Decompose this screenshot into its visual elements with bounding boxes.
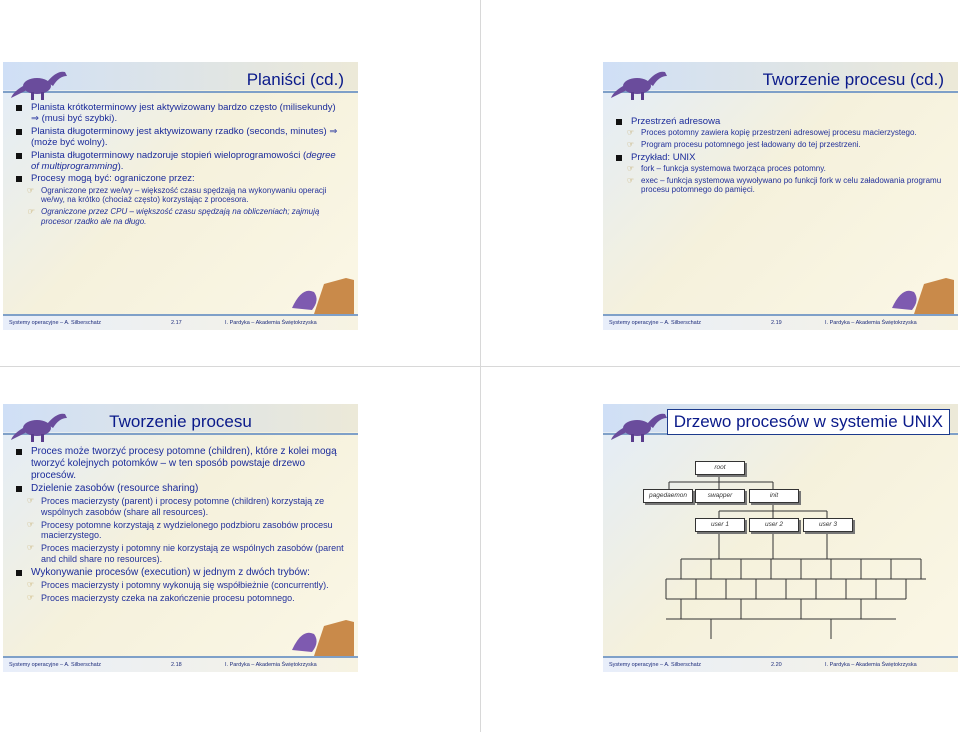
pointing-hand-icon: ☞: [627, 175, 635, 185]
page-divider-horizontal: [0, 366, 960, 367]
sub-bullet: ☞ Proces macierzysty czeka na zakończenie procesu potomnego.: [27, 592, 295, 603]
slide-tworzenie-procesu-cd: [603, 62, 958, 330]
slide-title: Drzewo procesów w systemie UNIX: [667, 409, 950, 435]
sub-bullet: ☞ Procesy potomne korzystają z wydzielonego podzbioru zasobów procesu macierzystego.: [27, 519, 333, 541]
bullet: Planista długoterminowy nadzoruje stopień wieloprogramowości (degree of multiprogramming).: [13, 150, 346, 173]
sub-bullet: ☞ Proces macierzysty i potomny wykonują się współbieżnie (concurrently).: [27, 579, 329, 590]
dinosaur-footer-icon: [284, 270, 354, 314]
tree-node-pagedaemon: pagedaemon: [643, 489, 693, 503]
bullet: Przykład: UNIX: [613, 152, 946, 163]
slide-planisci: [3, 62, 358, 330]
sub-bullet: ☞ Ograniczone przez CPU – większość czasu spędzają na obliczeniach; zajmują procesor rzadko ale na długo.: [27, 206, 320, 226]
sub-bullet: ☞ Proces potomny zawiera kopię przestrzeni adresowej procesu macierzystego.: [627, 128, 917, 138]
sub-bullet: ☞ Ograniczone przez we/wy – większość czasu spędzają na wykonywaniu operacji we/wy, na krótko (chociaż często) korzystając z procesora.: [27, 185, 327, 205]
pointing-hand-icon: ☞: [627, 139, 635, 149]
tree-connectors: [631, 449, 931, 649]
slide-footer: Systemy operacyjne – A. Silberschatz 2.18 I. Pardyka – Akademia Świętokrzyska: [3, 656, 358, 672]
pointing-hand-icon: ☞: [27, 185, 35, 195]
tree-node-root: root: [695, 461, 745, 475]
pointing-hand-icon: ☞: [27, 592, 35, 602]
slide-footer: Systemy operacyjne – A. Silberschatz 2.17 I. Pardyka – Akademia Świętokrzyska: [3, 314, 358, 330]
dinosaur-logo-icon: [609, 62, 675, 102]
dinosaur-logo-icon: [609, 404, 675, 444]
bullet: Wykonywanie procesów (execution) w jednym z dwóch trybów:: [13, 567, 346, 579]
slide-footer: Systemy operacyjne – A. Silberschatz 2.19 I. Pardyka – Akademia Świętokrzyska: [603, 314, 958, 330]
slide-title: Planiści (cd.): [246, 70, 344, 89]
slide-footer: Systemy operacyjne – A. Silberschatz 2.20 I. Pardyka – Akademia Świętokrzyska: [603, 656, 958, 672]
dinosaur-footer-icon: [284, 612, 354, 656]
slide-title: Tworzenie procesu: [109, 412, 252, 431]
bullet: Planista krótkoterminowy jest aktywizowany bardzo często (milisekundy) ⇒ (musi być szybki).: [13, 102, 346, 125]
sub-bullet: ☞ exec – funkcja systemowa wywoływano po funkcji fork w celu załadowania programu procesu potomnego do pamięci.: [627, 175, 942, 195]
process-tree-diagram: [631, 449, 931, 649]
bullet: Dzielenie zasobów (resource sharing): [13, 483, 346, 495]
dinosaur-footer-icon: [884, 270, 954, 314]
slide-title: Tworzenie procesu (cd.): [762, 70, 944, 89]
slide-body: [13, 102, 346, 228]
pointing-hand-icon: ☞: [27, 543, 35, 553]
pointing-hand-icon: ☞: [27, 206, 35, 216]
pointing-hand-icon: ☞: [27, 579, 35, 589]
bullet: Przestrzeń adresowa: [613, 116, 946, 127]
tree-node-swapper: swapper: [695, 489, 745, 503]
pointing-hand-icon: ☞: [27, 519, 35, 529]
pointing-hand-icon: ☞: [627, 163, 635, 173]
slide-drzewo-procesow: [603, 404, 958, 672]
sub-bullet: ☞ fork – funkcja systemowa tworząca proces potomny.: [627, 163, 826, 173]
tree-node-user-2: user 2: [749, 518, 799, 532]
bullet: Planista długoterminowy jest aktywizowany rzadko (seconds, minutes) ⇒ (może być wolny).: [13, 126, 346, 149]
sub-bullet: ☞ Proces macierzysty i potomny nie korzystają ze wspólnych zasobów (parent and child share no resources).: [27, 543, 344, 564]
tree-node-user-1: user 1: [695, 518, 745, 532]
sub-bullet: ☞ Program procesu potomnego jest ładowany do tej przestrzeni.: [627, 139, 861, 149]
slide-tworzenie-procesu: [3, 404, 358, 672]
sub-bullet: ☞ Proces macierzysty (parent) i procesy potomne (children) korzystają ze wspólnych zasobów (share all resources).: [27, 496, 325, 517]
slide-body: [13, 446, 346, 605]
pointing-hand-icon: ☞: [27, 496, 35, 505]
bullet: Procesy mogą być: ograniczone przez:: [13, 173, 346, 184]
bullet: Proces może tworzyć procesy potomne (children), które z kolei mogą tworzyć kolejnych potomków – w ten sposób powstaje drzewo procesów.: [13, 446, 346, 482]
slide-body: [613, 116, 946, 197]
tree-node-user-3: user 3: [803, 518, 853, 532]
tree-node-init: init: [749, 489, 799, 503]
pointing-hand-icon: ☞: [627, 128, 635, 138]
dinosaur-logo-icon: [9, 62, 75, 102]
